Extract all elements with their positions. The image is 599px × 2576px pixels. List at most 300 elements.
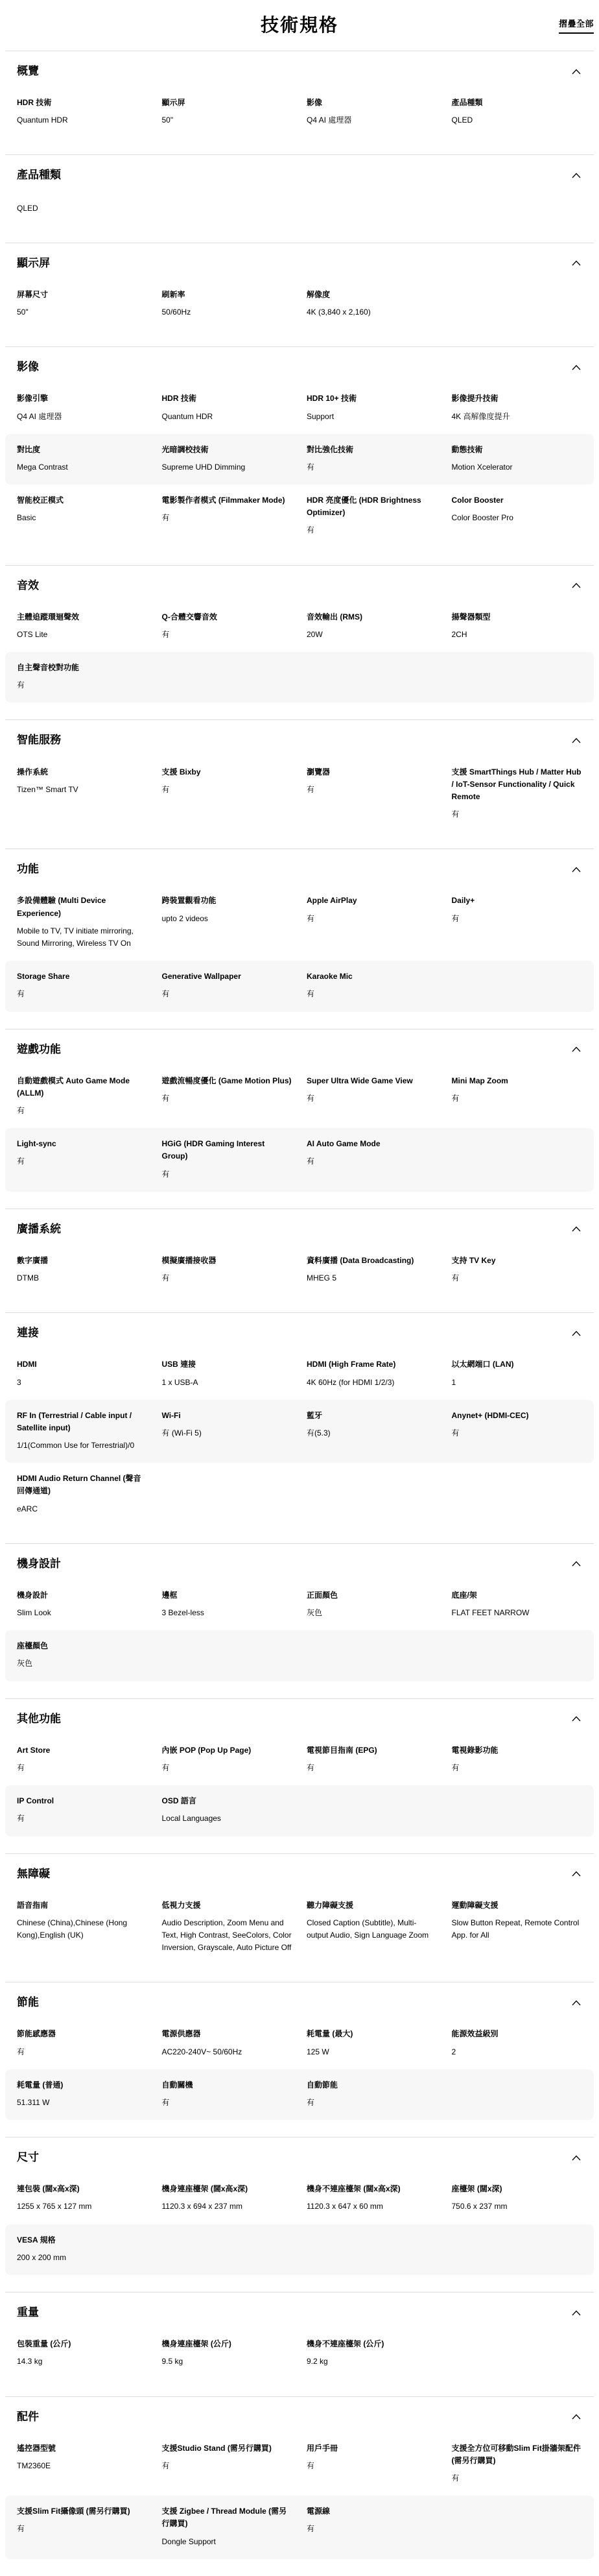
spec-label: 支援 Zigbee / Thread Module (需另行購買) [161, 2507, 287, 2529]
spec-label: Daily+ [451, 896, 475, 906]
spec-label: HDR 技術 [161, 394, 196, 403]
spec-cell [162, 2338, 293, 2368]
spec-cell [17, 1640, 148, 1670]
spec-section [5, 1209, 594, 1312]
spec-value: Closed Caption (Subtitle), Multi-output Audio, Sign Language Zoom [307, 1918, 429, 1940]
spec-section [5, 1029, 594, 1209]
spec-label: 智能校正模式 [17, 496, 64, 505]
spec-label: 電視節目指南 (EPG) [307, 1745, 377, 1755]
section-title: 連接 [17, 1327, 39, 1340]
spec-value: 1 x USB-A [161, 1377, 198, 1387]
spec-value: 灰色 [307, 1608, 323, 1618]
spec-cell [307, 2028, 438, 2058]
section-title: 其他功能 [17, 1712, 61, 1725]
spec-cell [452, 2442, 583, 2485]
spec-section [5, 1853, 594, 1982]
spec-value: upto 2 videos [161, 913, 208, 923]
spec-value: 51.311 W [17, 2098, 50, 2107]
spec-value: 有 [161, 2098, 170, 2107]
spec-value: Supreme UHD Dimming [161, 462, 246, 472]
spec-label: Color Booster [451, 496, 504, 505]
spec-label: HDMI (High Frame Rate) [307, 1360, 396, 1369]
spec-label: 支援 Bixby [161, 767, 201, 776]
spec-cell [452, 2183, 583, 2213]
spec-value: 有 [451, 1093, 460, 1103]
spec-cell [452, 766, 583, 821]
spec-cell [17, 2442, 148, 2485]
spec-cell [452, 895, 583, 950]
spec-label: 座檯顏色 [17, 1641, 49, 1651]
section-body [5, 279, 594, 330]
chevron-up-icon[interactable] [570, 1044, 582, 1055]
section-body [5, 191, 594, 226]
spec-cell [452, 97, 583, 126]
section-title: 遊戲功能 [17, 1042, 61, 1055]
spec-label: 藍牙 [307, 1410, 323, 1420]
spec-cell [162, 1744, 293, 1774]
spec-value: 有 [17, 2047, 25, 2056]
spec-label: VESA 規格 [17, 2235, 56, 2245]
spec-label: Light-sync [17, 1139, 56, 1149]
section-title: 配件 [17, 2410, 39, 2423]
spec-cell [17, 1473, 148, 1515]
chevron-up-icon[interactable] [570, 66, 582, 77]
section-header[interactable] [5, 155, 594, 191]
spec-cell [162, 392, 293, 422]
spec-label: 內嵌 POP (Pop Up Page) [161, 1745, 252, 1755]
section-body [5, 885, 594, 1011]
section-title: 概覽 [17, 65, 39, 77]
spec-value: 有 [451, 810, 460, 819]
spec-value: 50/60Hz [161, 307, 191, 317]
spec-sections-list [0, 51, 599, 2576]
spec-label: 機身設計 [17, 1590, 49, 1600]
spec-label: Apple AirPlay [307, 896, 357, 906]
spec-value: 有 [161, 513, 170, 523]
section-header[interactable] [5, 849, 594, 885]
spec-value: 有 [161, 629, 170, 639]
chevron-up-icon[interactable] [570, 1997, 582, 2008]
spec-row [5, 2018, 594, 2069]
section-body [5, 1065, 594, 1192]
spec-label: 座檯架 (闊x深) [451, 2184, 502, 2194]
spec-label: 能源效益級別 [451, 2029, 499, 2039]
spec-label: 機身不連座檯架 (闊x高x深) [307, 2184, 401, 2194]
section-header[interactable] [5, 2137, 594, 2173]
section-header[interactable] [5, 2293, 594, 2328]
spec-cell [307, 766, 438, 821]
spec-cell [452, 1899, 583, 1955]
spec-cell [162, 1075, 293, 1118]
spec-cell [452, 494, 583, 537]
section-body [5, 87, 594, 138]
spec-value: 有(5.3) [307, 1428, 331, 1438]
spec-cell [307, 2338, 438, 2368]
chevron-up-icon[interactable] [570, 258, 582, 269]
spec-cell [307, 1589, 438, 1619]
spec-value: 125 W [307, 2047, 329, 2056]
spec-label: 動態技術 [451, 444, 483, 454]
spec-value: 有 [161, 1273, 170, 1283]
spec-value: Q4 AI 處理器 [307, 115, 352, 125]
spec-value: Dongle Support [161, 2536, 216, 2546]
spec-cell [17, 1795, 148, 1825]
spec-label: 主體追蹤環迴聲效 [17, 612, 80, 621]
spec-label: Karaoke Mic [307, 972, 353, 981]
chevron-up-icon[interactable] [570, 580, 582, 591]
spec-cell [17, 494, 148, 537]
spec-cell [162, 2442, 293, 2485]
spec-label: Super Ultra Wide Game View [307, 1076, 413, 1085]
section-title: 尺寸 [17, 2151, 39, 2164]
spec-cell [17, 1075, 148, 1118]
spec-row [5, 2224, 594, 2275]
spec-cell [452, 1410, 583, 1452]
chevron-up-icon[interactable] [570, 1328, 582, 1339]
spec-cell [452, 611, 583, 641]
spec-cell [307, 1358, 438, 1388]
section-body [5, 383, 594, 548]
section-title: 顯示屏 [17, 256, 50, 269]
spec-section [5, 719, 594, 849]
spec-label: 數字廣播 [17, 1255, 49, 1265]
spec-cell [17, 1358, 148, 1388]
section-body [5, 1349, 594, 1526]
spec-cell [162, 2028, 293, 2058]
section-title: 功能 [17, 863, 39, 876]
section-header[interactable] [5, 51, 594, 87]
spec-value: OTS Lite [17, 629, 48, 639]
spec-section [5, 2292, 594, 2396]
spec-value: 3 [17, 1377, 21, 1387]
spec-cell [162, 97, 293, 126]
section-header[interactable] [5, 566, 594, 601]
spec-section [5, 346, 594, 564]
spec-section [5, 1312, 594, 1543]
spec-cell [17, 1255, 148, 1284]
spec-label: 自主聲音校對功能 [17, 663, 80, 673]
spec-value: 1255 x 765 x 127 mm [17, 2202, 92, 2211]
spec-cell [307, 2505, 438, 2548]
section-body [5, 756, 594, 832]
spec-cell [17, 201, 148, 215]
spec-label: 正面顏色 [307, 1590, 338, 1600]
spec-value: 有 [307, 525, 315, 535]
spec-label: Q-合體交響音效 [161, 612, 217, 621]
spec-value: 9.2 kg [307, 2357, 328, 2366]
spec-cell [17, 444, 148, 474]
spec-label: 底座/架 [451, 1590, 477, 1600]
spec-value: 有 [451, 1428, 460, 1438]
spec-cell [17, 1410, 148, 1452]
spec-section [5, 51, 594, 154]
chevron-up-icon[interactable] [570, 1713, 582, 1724]
collapse-all-link[interactable]: 摺疊全部 [559, 19, 594, 34]
chevron-up-icon[interactable] [570, 1558, 582, 1569]
spec-label: Mini Map Zoom [451, 1076, 508, 1085]
spec-label: 模擬廣播接收器 [161, 1255, 217, 1265]
spec-cell [162, 766, 293, 821]
spec-value: 200 x 200 mm [17, 2252, 67, 2262]
spec-cell [452, 1358, 583, 1388]
chevron-up-icon[interactable] [570, 735, 582, 746]
spec-row [5, 1463, 594, 1526]
section-body [5, 1735, 594, 1836]
spec-value: 有 [17, 680, 25, 690]
spec-row [5, 2173, 594, 2224]
spec-value: 有 [17, 1157, 25, 1166]
spec-value: Color Booster Pro [451, 513, 513, 523]
section-body [5, 1890, 594, 1966]
spec-cell [17, 2505, 148, 2548]
spec-label: 遊戲流暢度優化 (Game Motion Plus) [161, 1076, 292, 1085]
spec-value: 有 [161, 1093, 170, 1103]
section-header[interactable] [5, 1029, 594, 1065]
spec-cell [162, 895, 293, 950]
spec-cell [162, 1410, 293, 1452]
spec-value: 20W [307, 629, 323, 639]
spec-row [5, 756, 594, 832]
spec-value: 4K 高解像度提升 [451, 411, 510, 421]
spec-cell [452, 1075, 583, 1118]
spec-cell [17, 611, 148, 641]
spec-cell [17, 2079, 148, 2109]
spec-label: 多設備體驗 (Multi Device Experience) [17, 896, 106, 918]
spec-label: 電源線 [307, 2507, 331, 2516]
spec-value: Slim Look [17, 1608, 51, 1618]
spec-cell [17, 2183, 148, 2213]
spec-row [5, 434, 594, 485]
spec-cell [307, 1075, 438, 1118]
spec-value: 有 [307, 462, 315, 472]
spec-label: 揚聲器類型 [451, 612, 491, 621]
spec-value: 2 [451, 2047, 456, 2056]
spec-row [5, 1400, 594, 1463]
spec-row [5, 1245, 594, 1295]
spec-value: 有 [17, 1106, 25, 1115]
chevron-up-icon[interactable] [570, 1868, 582, 1879]
spec-cell [17, 2338, 148, 2368]
section-header[interactable] [5, 1854, 594, 1890]
spec-value: 灰色 [17, 1659, 33, 1668]
spec-row [5, 2328, 594, 2379]
spec-value: 2CH [451, 629, 467, 639]
spec-label: 支持 TV Key [451, 1255, 496, 1265]
spec-label: 自動節能 [307, 2080, 338, 2089]
spec-label: 包裝重量 (公斤) [17, 2339, 71, 2349]
spec-value: 有 [17, 1814, 25, 1824]
spec-label: 機身不連座檯架 (公斤) [307, 2339, 384, 2349]
spec-value: 3 Bezel-less [161, 1608, 204, 1618]
chevron-up-icon[interactable] [570, 2411, 582, 2422]
spec-cell [452, 2028, 583, 2058]
spec-label: HDMI Audio Return Channel (聲音回傳通道) [17, 1474, 141, 1496]
spec-label: 電源供應器 [161, 2029, 201, 2039]
spec-label: 電影製作者模式 (Filmmaker Mode) [161, 496, 285, 505]
spec-label: 機身連座檯架 (公斤) [161, 2339, 231, 2349]
spec-value: Support [307, 411, 335, 421]
spec-cell [307, 392, 438, 422]
spec-cell [307, 2442, 438, 2485]
spec-label: 支援全方位可移動Slim Fit掛牆架配件 (需另行購買) [451, 2443, 581, 2465]
spec-label: 產品種類 [451, 98, 483, 108]
spec-value: 有 (Wi-Fi 5) [161, 1428, 202, 1438]
chevron-up-icon[interactable] [570, 2307, 582, 2318]
section-header[interactable] [5, 1313, 594, 1349]
spec-value: 1120.3 x 647 x 60 mm [307, 2202, 383, 2211]
section-body [5, 601, 594, 703]
spec-value: 有 [307, 2098, 315, 2107]
spec-value: 有 [161, 2461, 170, 2470]
spec-label: 解像度 [307, 289, 331, 299]
spec-label: 操作系統 [17, 767, 49, 776]
chevron-up-icon[interactable] [570, 2152, 582, 2163]
spec-cell [307, 289, 438, 319]
spec-label: 對比強化技術 [307, 444, 354, 454]
section-title: 重量 [17, 2306, 39, 2319]
spec-label: 電視錄影功能 [451, 1745, 499, 1755]
spec-value: 有 [307, 2524, 315, 2534]
spec-value: 有 [17, 2524, 25, 2534]
spec-cell [307, 611, 438, 641]
spec-label: 影像引擎 [17, 394, 49, 403]
section-body [5, 1245, 594, 1295]
spec-row [5, 1890, 594, 1966]
chevron-up-icon[interactable] [570, 362, 582, 373]
spec-row [5, 652, 594, 703]
spec-row [5, 1580, 594, 1630]
spec-cell [17, 2028, 148, 2058]
spec-cell [307, 97, 438, 126]
spec-label: RF In (Terrestrial / Cable input / Satellite input) [17, 1410, 132, 1432]
section-title: 機身設計 [17, 1557, 61, 1570]
spec-label: 節能感應器 [17, 2029, 56, 2039]
spec-label: 顯示屏 [161, 98, 185, 108]
spec-value: DTMB [17, 1273, 39, 1283]
spec-label: 資料廣播 (Data Broadcasting) [307, 1255, 414, 1265]
spec-label: 運動障礙支援 [451, 1900, 499, 1910]
spec-section [5, 154, 594, 242]
spec-value: AC220-240V~ 50/60Hz [161, 2047, 242, 2056]
spec-value: 有 [307, 989, 315, 999]
section-title: 產品種類 [17, 169, 61, 182]
spec-cell [162, 289, 293, 319]
spec-value: 有 [161, 784, 170, 794]
spec-value: 有 [307, 913, 315, 923]
spec-cell [17, 1744, 148, 1774]
spec-cell [452, 444, 583, 474]
spec-cell [17, 97, 148, 126]
spec-value: Basic [17, 513, 36, 523]
spec-label: 屏幕尺寸 [17, 289, 49, 299]
section-header[interactable] [5, 1982, 594, 2018]
spec-cell [307, 895, 438, 950]
spec-cell [307, 2079, 438, 2109]
spec-cell [307, 1744, 438, 1774]
spec-row [5, 601, 594, 652]
spec-value: 有 [307, 1763, 315, 1772]
spec-value: 有 [161, 1763, 170, 1772]
spec-label: 跨裝置觀看功能 [161, 896, 217, 906]
spec-label: Wi-Fi [161, 1410, 181, 1420]
spec-cell [162, 1589, 293, 1619]
spec-label: 音效輸出 (RMS) [307, 612, 362, 621]
spec-label: Art Store [17, 1745, 51, 1755]
spec-row [5, 1735, 594, 1785]
spec-cell [452, 1589, 583, 1619]
spec-value: Motion Xcelerator [451, 462, 513, 472]
spec-label: 支援 SmartThings Hub / Matter Hub / IoT-Sensor Functionality / Quick Remote [451, 767, 581, 801]
spec-label: Storage Share [17, 972, 70, 981]
spec-label: 刷新率 [161, 289, 185, 299]
spec-label: 支援Studio Stand (需另行購買) [161, 2443, 272, 2453]
spec-cell [307, 2183, 438, 2213]
spec-value: 有 [161, 1169, 170, 1179]
spec-cell [307, 1255, 438, 1284]
section-body [5, 2018, 594, 2120]
spec-cell [162, 2505, 293, 2548]
spec-row [5, 485, 594, 548]
chevron-up-icon[interactable] [570, 864, 582, 875]
section-header[interactable] [5, 2397, 594, 2433]
section-title: 智能服務 [17, 734, 61, 747]
spec-row [5, 885, 594, 961]
spec-row [5, 1065, 594, 1129]
spec-label: HDR 亮度優化 (HDR Brightness Optimizer) [307, 496, 421, 518]
spec-cell [452, 1255, 583, 1284]
spec-cell [307, 970, 438, 1000]
section-header[interactable] [5, 1209, 594, 1245]
section-header[interactable] [5, 1699, 594, 1735]
spec-section [5, 243, 594, 346]
spec-cell [307, 1899, 438, 1955]
chevron-up-icon[interactable] [570, 1223, 582, 1234]
section-header[interactable] [5, 1544, 594, 1580]
spec-cell [17, 895, 148, 950]
spec-row [5, 191, 594, 226]
spec-section [5, 2137, 594, 2292]
section-title: 音效 [17, 579, 39, 592]
spec-cell [17, 1589, 148, 1619]
spec-value: Local Languages [161, 1814, 221, 1824]
spec-cell [17, 289, 148, 319]
spec-section [5, 1698, 594, 1853]
section-body [5, 2328, 594, 2379]
spec-cell [307, 494, 438, 537]
spec-value: Q4 AI 處理器 [17, 411, 62, 421]
section-header[interactable] [5, 720, 594, 756]
spec-cell [17, 392, 148, 422]
spec-row [5, 1128, 594, 1192]
spec-row [5, 1630, 594, 1681]
spec-cell [162, 1255, 293, 1284]
chevron-up-icon[interactable] [570, 170, 582, 181]
spec-value: Chinese (China),Chinese (Hong Kong),English (UK) [17, 1918, 128, 1940]
spec-value: 4K 60Hz (for HDMI 1/2/3) [307, 1377, 395, 1387]
spec-label: 自動遊戲模式 Auto Game Mode (ALLM) [17, 1076, 130, 1098]
spec-value: MHEG 5 [307, 1273, 337, 1283]
spec-cell [162, 2079, 293, 2109]
spec-value: Quantum HDR [161, 411, 213, 421]
section-header[interactable] [5, 347, 594, 383]
spec-value: Mobile to TV, TV initiate mirroring, Sound Mirroring, Wireless TV On [17, 926, 134, 948]
spec-value: Mega Contrast [17, 462, 68, 472]
spec-row [5, 2069, 594, 2120]
spec-label: 用戶手冊 [307, 2443, 338, 2453]
spec-section [5, 849, 594, 1028]
spec-label: 光暗調校技術 [161, 444, 209, 454]
section-header[interactable] [5, 243, 594, 279]
